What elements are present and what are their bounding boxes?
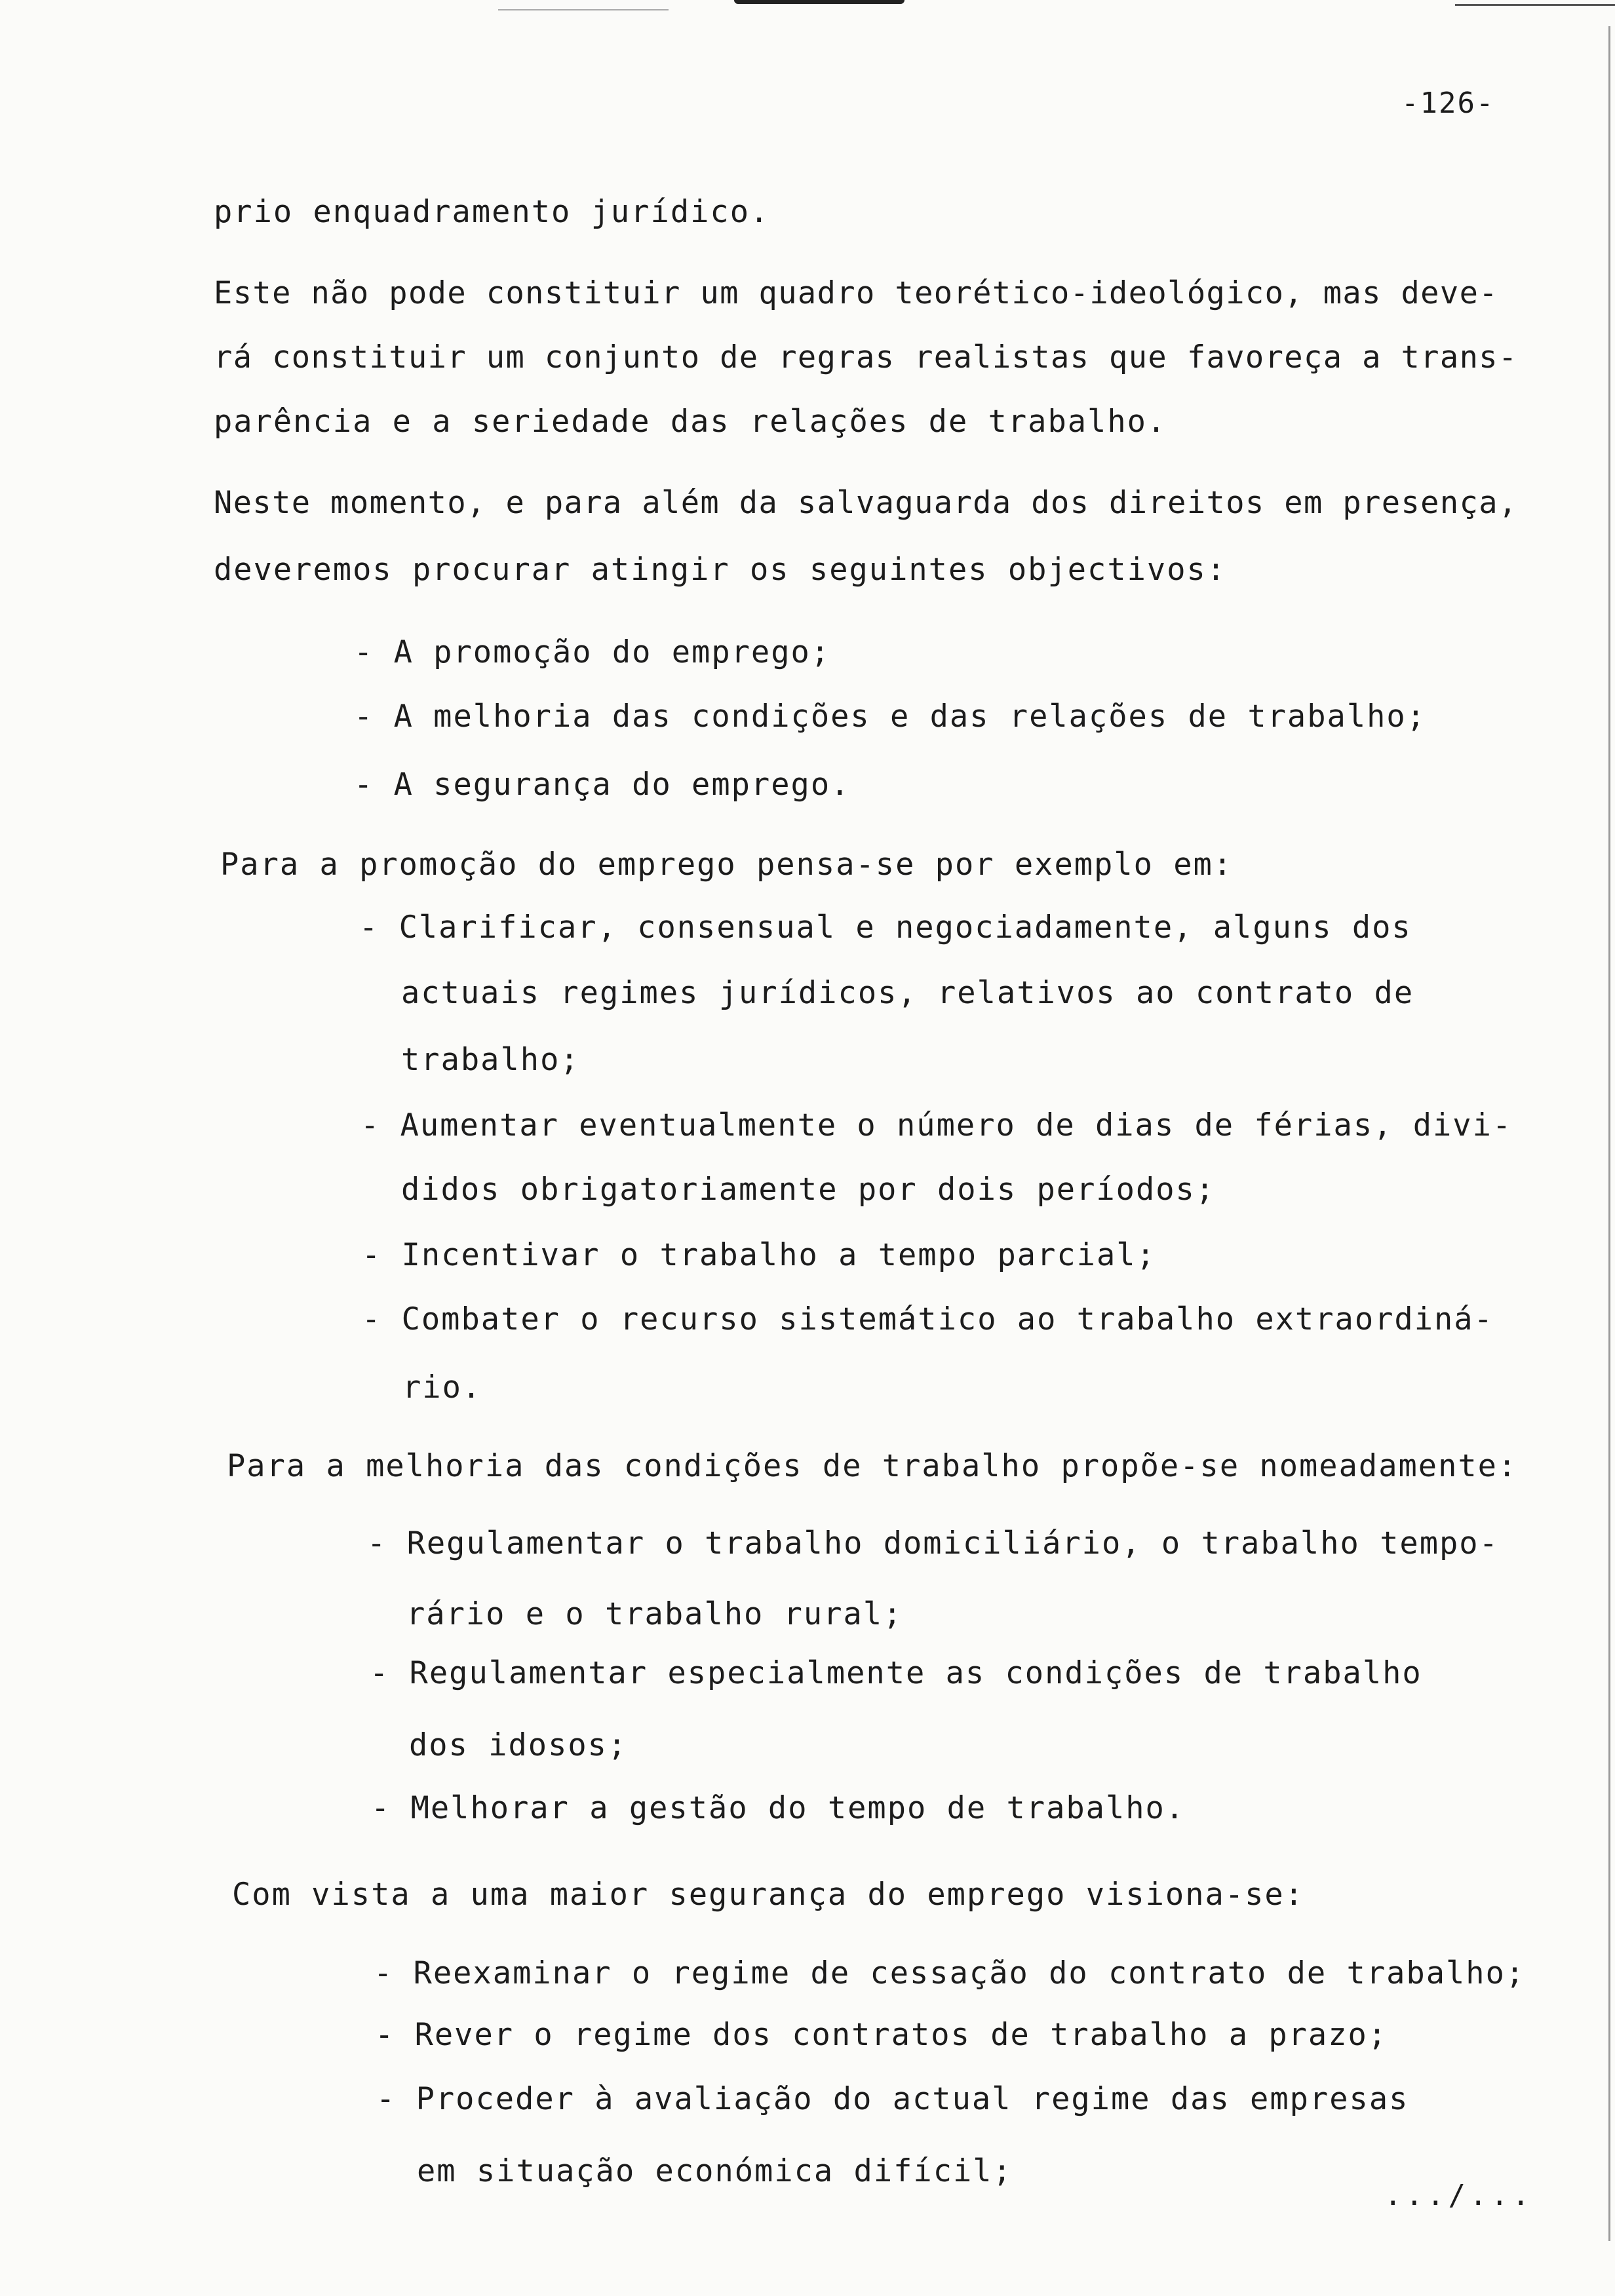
section-intro: Para a promoção do emprego pensa-se por exemplo em: [220,847,1234,883]
list-item-continuation: em situação económica difícil; [417,2153,1013,2189]
text-line: parência e a seriedade das relações de trabalho. [214,404,1167,440]
scan-edge [1608,26,1610,2241]
list-item-continuation: dos idosos; [409,1727,628,1763]
text-line: deveremos procurar atingir os seguintes objectivos: [214,552,1227,588]
list-item-continuation: rário e o trabalho rural; [406,1596,903,1632]
list-item: - Melhorar a gestão do tempo de trabalho. [371,1790,1186,1826]
section-intro: Para a melhoria das condições de trabalho propõe-se nomeadamente: [227,1448,1518,1484]
continuation-mark: .../... [1384,2179,1534,2212]
list-item: - Aumentar eventualmente o número de dias de férias, divi- [360,1107,1513,1143]
list-item: - Proceder à avaliação do actual regime das empresas [376,2081,1409,2117]
page-number: -126- [1401,86,1495,120]
scan-artifact [498,9,669,10]
list-item: - Regulamentar o trabalho domiciliário, o trabalho tempo- [367,1525,1499,1561]
list-item: - Incentivar o trabalho a tempo parcial; [362,1237,1156,1273]
section-intro: Com vista a uma maior segurança do emprego visiona-se: [232,1877,1305,1913]
text-line: prio enquadramento jurídico. [214,194,770,230]
list-item: - A melhoria das condições e das relações de trabalho; [354,698,1427,735]
list-item: - Combater o recurso sistemático ao trabalho extraordiná- [362,1301,1494,1337]
text-line: Este não pode constituir um quadro teorético-ideológico, mas deve- [214,275,1498,311]
list-item-continuation: didos obrigatoriamente por dois períodos; [401,1172,1216,1208]
list-item: - A segurança do emprego. [354,767,851,803]
text-line: Neste momento, e para além da salvaguarda dos direitos em presença, [214,485,1518,521]
list-item-continuation: trabalho; [401,1042,580,1078]
scan-artifact [734,0,905,4]
list-item: - Clarificar, consensual e negociadamente, alguns dos [359,909,1412,946]
scan-artifact [1455,4,1615,6]
text-line: rá constituir um conjunto de regras realistas que favoreça a trans- [214,339,1518,375]
list-item: - Regulamentar especialmente as condições de trabalho [370,1655,1422,1691]
list-item: - A promoção do emprego; [354,634,831,670]
list-item: - Rever o regime dos contratos de trabalho a prazo; [375,2017,1388,2053]
list-item-continuation: rio. [402,1369,482,1406]
list-item-continuation: actuais regimes jurídicos, relativos ao contrato de [401,975,1414,1011]
list-item: - Reexaminar o regime de cessação do contrato de trabalho; [374,1955,1526,1991]
